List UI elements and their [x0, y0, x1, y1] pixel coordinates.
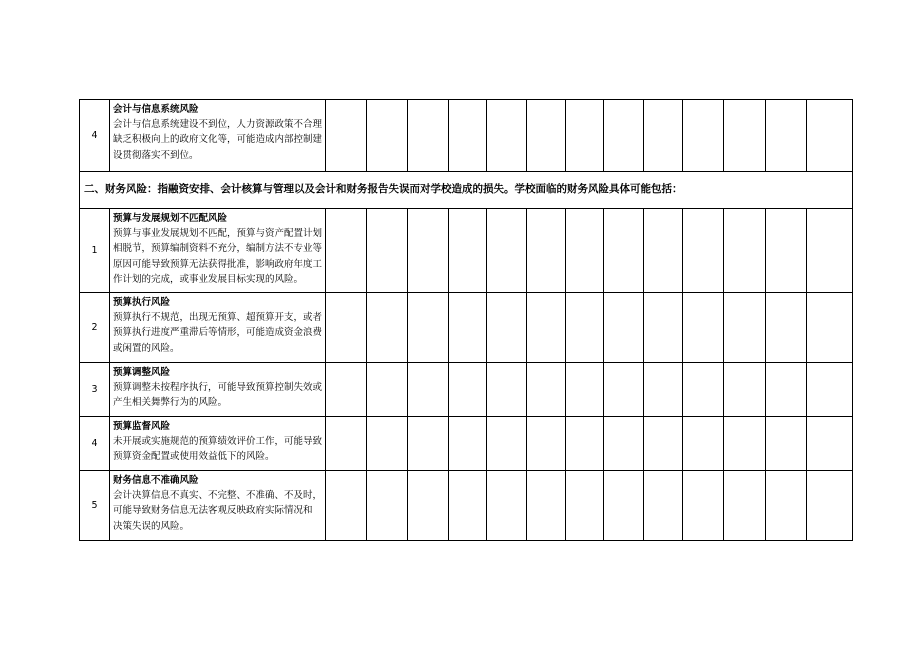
assessment-cell[interactable]: [527, 293, 566, 363]
assessment-cell[interactable]: [527, 471, 566, 541]
row-number: 1: [80, 209, 110, 293]
assessment-cell[interactable]: [367, 417, 408, 471]
row-number: 2: [80, 293, 110, 363]
risk-title: 预算调整风险: [113, 367, 171, 378]
table-row: [80, 209, 853, 293]
assessment-cell[interactable]: [367, 100, 408, 172]
risk-text-line: 预算执行不规范，出现无预算、超预算开支，或者: [113, 312, 323, 324]
assessment-cell[interactable]: [724, 363, 766, 417]
assessment-cell[interactable]: [683, 363, 724, 417]
row-number: 4: [80, 417, 110, 471]
assessment-cell[interactable]: [644, 363, 683, 417]
risk-text-line: 原因可能导致预算无法获得批准，影响政府年度工: [113, 258, 323, 270]
assessment-cell[interactable]: [604, 471, 644, 541]
assessment-cell[interactable]: [683, 471, 724, 541]
risk-description: [110, 100, 326, 172]
risk-text-line: 作计划的完成，或事业发展目标实现的风险。: [113, 273, 304, 285]
assessment-cell[interactable]: [408, 363, 449, 417]
assessment-cell[interactable]: [326, 100, 367, 172]
assessment-cell[interactable]: [724, 100, 766, 172]
assessment-cell[interactable]: [566, 471, 604, 541]
assessment-cell[interactable]: [326, 293, 367, 363]
assessment-cell[interactable]: [766, 417, 807, 471]
assessment-cell[interactable]: [326, 209, 367, 293]
assessment-cell[interactable]: [487, 471, 527, 541]
table-row: [80, 293, 853, 363]
assessment-cell[interactable]: [604, 417, 644, 471]
risk-description: [110, 293, 326, 363]
risk-title: 预算执行风险: [113, 297, 171, 308]
assessment-cell[interactable]: [367, 293, 408, 363]
risk-table: [79, 99, 853, 541]
assessment-cell[interactable]: [683, 209, 724, 293]
assessment-cell[interactable]: [644, 100, 683, 172]
assessment-cell[interactable]: [766, 209, 807, 293]
risk-title: 预算监督风险: [113, 421, 171, 432]
assessment-cell[interactable]: [604, 100, 644, 172]
risk-text-line: 会计决算信息不真实、不完整、不准确、不及时，: [113, 490, 323, 502]
section-header-row: [80, 172, 853, 209]
risk-text-line: 或闲置的风险。: [113, 342, 180, 354]
assessment-cell[interactable]: [724, 293, 766, 363]
risk-title: 财务信息不准确风险: [113, 475, 199, 486]
risk-text-line: 相脱节，预算编制资料不充分，编制方法不专业等: [113, 243, 323, 255]
assessment-cell[interactable]: [527, 363, 566, 417]
assessment-cell[interactable]: [566, 363, 604, 417]
risk-description: [110, 363, 326, 417]
table-row: [80, 100, 853, 172]
assessment-cell[interactable]: [449, 100, 487, 172]
assessment-cell[interactable]: [487, 363, 527, 417]
risk-text-line: 设贯彻落实不到位。: [113, 149, 199, 161]
assessment-cell[interactable]: [724, 417, 766, 471]
assessment-cell[interactable]: [449, 293, 487, 363]
assessment-cell[interactable]: [604, 209, 644, 293]
assessment-cell[interactable]: [527, 100, 566, 172]
assessment-cell[interactable]: [807, 209, 853, 293]
assessment-cell[interactable]: [566, 417, 604, 471]
assessment-cell[interactable]: [766, 363, 807, 417]
risk-text-line: 预算资金配置或使用效益低下的风险。: [113, 451, 275, 463]
assessment-cell[interactable]: [566, 209, 604, 293]
assessment-cell[interactable]: [326, 363, 367, 417]
risk-title: 会计与信息系统风险: [113, 104, 199, 115]
assessment-cell[interactable]: [367, 363, 408, 417]
assessment-cell[interactable]: [683, 417, 724, 471]
risk-text-line: 未开展或实施规范的预算绩效评价工作，可能导致: [113, 436, 323, 448]
assessment-cell[interactable]: [766, 293, 807, 363]
risk-text-line: 会计与信息系统建设不到位，人力资源政策不合理: [113, 119, 323, 131]
assessment-cell[interactable]: [487, 100, 527, 172]
assessment-cell[interactable]: [449, 471, 487, 541]
section-header: 二、财务风险：指融资安排、会计核算与管理以及会计和财务报告失误而对学校造成的损失。学校面临的财务风险具体可能包括：: [80, 172, 853, 209]
risk-text-line: 预算与事业发展规划不匹配，预算与资产配置计划: [113, 228, 323, 240]
assessment-cell[interactable]: [408, 417, 449, 471]
risk-text-line: 产生相关舞弊行为的风险。: [113, 397, 228, 409]
assessment-cell[interactable]: [449, 209, 487, 293]
assessment-cell[interactable]: [724, 209, 766, 293]
assessment-cell[interactable]: [683, 100, 724, 172]
assessment-cell[interactable]: [449, 363, 487, 417]
assessment-cell[interactable]: [766, 100, 807, 172]
assessment-cell[interactable]: [644, 209, 683, 293]
risk-text-line: 决策失误的风险。: [113, 520, 190, 532]
table-row: [80, 417, 853, 471]
assessment-cell[interactable]: [408, 471, 449, 541]
assessment-cell[interactable]: [807, 471, 853, 541]
risk-description: [110, 417, 326, 471]
row-number: 5: [80, 471, 110, 541]
assessment-cell[interactable]: [487, 209, 527, 293]
assessment-cell[interactable]: [527, 417, 566, 471]
assessment-cell[interactable]: [683, 293, 724, 363]
risk-table-body: [80, 100, 853, 541]
assessment-cell[interactable]: [326, 417, 367, 471]
assessment-cell[interactable]: [807, 363, 853, 417]
assessment-cell[interactable]: [566, 100, 604, 172]
assessment-cell[interactable]: [326, 471, 367, 541]
risk-description: [110, 471, 326, 541]
table-row: [80, 363, 853, 417]
assessment-cell[interactable]: [408, 209, 449, 293]
row-number: 3: [80, 363, 110, 417]
assessment-cell[interactable]: [604, 363, 644, 417]
assessment-cell[interactable]: [807, 293, 853, 363]
assessment-cell[interactable]: [807, 100, 853, 172]
assessment-cell[interactable]: [487, 293, 527, 363]
risk-text-line: 预算执行进度严重滞后等情形，可能造成资金浪费: [113, 327, 323, 339]
assessment-cell[interactable]: [644, 293, 683, 363]
assessment-cell[interactable]: [644, 417, 683, 471]
assessment-cell[interactable]: [408, 293, 449, 363]
risk-text-line: 预算调整未按程序执行，可能导致预算控制失效或: [113, 382, 323, 394]
assessment-cell[interactable]: [527, 209, 566, 293]
table-row: [80, 471, 853, 541]
assessment-cell[interactable]: [449, 417, 487, 471]
assessment-cell[interactable]: [604, 293, 644, 363]
assessment-cell[interactable]: [724, 471, 766, 541]
risk-title: 预算与发展规划不匹配风险: [113, 213, 228, 224]
assessment-cell[interactable]: [367, 209, 408, 293]
assessment-cell[interactable]: [644, 471, 683, 541]
assessment-cell[interactable]: [566, 293, 604, 363]
risk-text-line: 缺乏积极向上的政府文化等，可能造成内部控制建: [113, 134, 323, 146]
risk-text-line: 可能导致财务信息无法客观反映政府实际情况和: [113, 505, 313, 517]
assessment-cell[interactable]: [408, 100, 449, 172]
assessment-cell[interactable]: [367, 471, 408, 541]
risk-description: [110, 209, 326, 293]
assessment-cell[interactable]: [487, 417, 527, 471]
assessment-cell[interactable]: [766, 471, 807, 541]
row-number: 4: [80, 100, 110, 172]
assessment-cell[interactable]: [807, 417, 853, 471]
